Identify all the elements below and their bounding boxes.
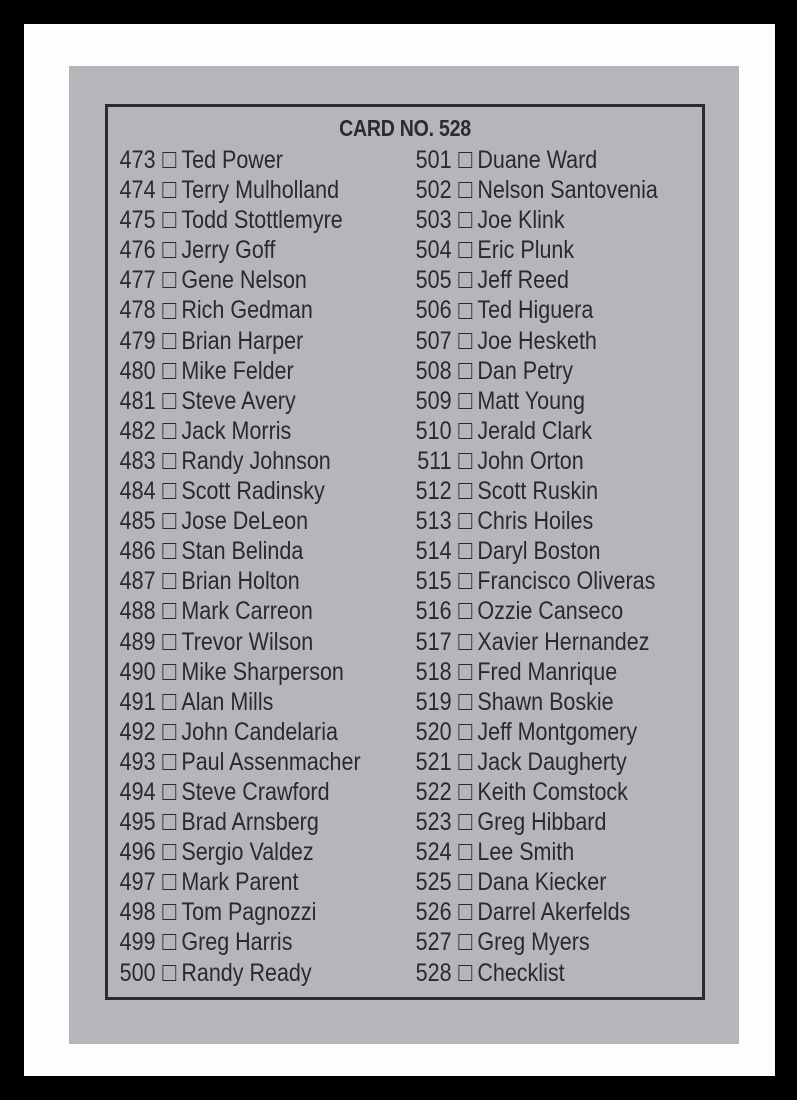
checkbox-icon <box>162 965 176 981</box>
card-number: 507 <box>415 326 452 355</box>
player-name: Randy Johnson <box>181 446 331 475</box>
checklist-entry <box>116 566 408 596</box>
checklist-entry <box>412 175 704 205</box>
checklist-entry <box>412 446 704 476</box>
checkbox-icon <box>458 814 472 830</box>
checkbox-icon <box>458 934 472 950</box>
checklist-entry <box>116 837 408 867</box>
checklist-entry <box>412 897 704 927</box>
checklist-entry <box>412 927 704 957</box>
checklist-entry <box>116 627 408 657</box>
checklist-panel <box>69 66 739 1044</box>
checkbox-icon <box>162 152 176 168</box>
card-number: 486 <box>119 537 156 566</box>
checklist-entry <box>412 596 704 626</box>
checklist-entry <box>116 777 408 807</box>
checklist-entry <box>412 627 704 657</box>
card-number: 500 <box>119 958 156 987</box>
checklist-entry <box>116 717 408 747</box>
checklist-entry <box>116 807 408 837</box>
card-number: 494 <box>119 777 156 806</box>
card-number: 479 <box>119 326 156 355</box>
checklist-entry <box>412 717 704 747</box>
player-name: Xavier Hernandez <box>477 627 650 656</box>
card-number: 497 <box>119 868 156 897</box>
checkbox-icon <box>458 363 472 379</box>
player-name: Ted Power <box>181 146 283 174</box>
player-name: Trevor Wilson <box>181 627 314 656</box>
player-name: Fred Manrique <box>477 657 618 686</box>
card-number: 503 <box>415 206 452 235</box>
checklist-frame <box>105 104 705 1000</box>
card-number: 505 <box>415 266 452 295</box>
player-name: John Candelaria <box>181 717 338 746</box>
player-name: Scott Radinsky <box>181 477 325 506</box>
checkbox-icon <box>162 363 176 379</box>
checklist-entry <box>412 777 704 807</box>
card-number: 514 <box>415 537 452 566</box>
card-number: 478 <box>119 296 156 325</box>
checklist-entry <box>412 807 704 837</box>
checkbox-icon <box>162 453 176 469</box>
checklist-column-left <box>116 145 411 988</box>
card-number: 483 <box>119 446 156 475</box>
checkbox-icon <box>162 423 176 439</box>
card-number: 490 <box>119 657 156 686</box>
card-number: 527 <box>415 928 452 957</box>
checklist-entry <box>412 867 704 897</box>
card-number: 513 <box>415 507 452 536</box>
checklist-entry <box>412 747 704 777</box>
checkbox-icon <box>458 152 472 168</box>
card-number: 504 <box>415 236 452 265</box>
checklist-entry <box>412 536 704 566</box>
checkbox-icon <box>458 634 472 650</box>
card-number: 522 <box>415 777 452 806</box>
checklist-entry <box>412 386 704 416</box>
checkbox-icon <box>162 904 176 920</box>
checkbox-icon <box>162 874 176 890</box>
card-number: 520 <box>415 717 452 746</box>
checklist-entry <box>116 897 408 927</box>
checklist-entry <box>116 687 408 717</box>
card-number: 506 <box>415 296 452 325</box>
player-name: Tom Pagnozzi <box>181 898 317 927</box>
card-number: 511 <box>417 446 452 475</box>
card-number: 495 <box>119 808 156 837</box>
checklist-entry <box>116 386 408 416</box>
checklist-entry <box>116 416 408 446</box>
card-number: 473 <box>119 146 156 174</box>
player-name: Checklist <box>477 958 565 987</box>
player-name: Ted Higuera <box>477 296 594 325</box>
checkbox-icon <box>162 182 176 198</box>
checkbox-icon <box>162 724 176 740</box>
card-number: 517 <box>415 627 452 656</box>
player-name: Mike Sharperson <box>181 657 344 686</box>
checklist-entry <box>412 145 704 175</box>
checklist-entry <box>412 356 704 386</box>
card-number: 488 <box>119 597 156 626</box>
checkbox-icon <box>162 483 176 499</box>
card-number: 523 <box>415 808 452 837</box>
player-name: Jose DeLeon <box>181 507 309 536</box>
checklist-entry <box>412 506 704 536</box>
player-name: Todd Stottlemyre <box>181 206 343 235</box>
player-name: Sergio Valdez <box>181 838 314 867</box>
card-number: 509 <box>415 386 452 415</box>
checklist-column-right <box>412 145 707 988</box>
player-name: Paul Assenmacher <box>181 747 361 776</box>
card-number: 480 <box>119 356 156 385</box>
checklist-entry <box>116 867 408 897</box>
player-name: Mark Parent <box>181 868 299 897</box>
card-number: 485 <box>119 507 156 536</box>
checklist-entry <box>116 145 408 175</box>
checklist-entry <box>116 205 408 235</box>
checkbox-icon <box>458 724 472 740</box>
player-name: Lee Smith <box>477 838 575 867</box>
checklist-entry <box>412 657 704 687</box>
checkbox-icon <box>162 573 176 589</box>
card-number: 528 <box>415 958 452 987</box>
checkbox-icon <box>458 904 472 920</box>
card-number: 491 <box>119 687 156 716</box>
checkbox-icon <box>162 242 176 258</box>
checklist-entry <box>116 506 408 536</box>
checkbox-icon <box>458 664 472 680</box>
checkbox-icon <box>458 212 472 228</box>
checklist-entry <box>412 837 704 867</box>
card-number: 482 <box>119 416 156 445</box>
card-number: 477 <box>119 266 156 295</box>
player-name: Mark Carreon <box>181 597 313 626</box>
checkbox-icon <box>458 513 472 529</box>
player-name: Nelson Santovenia <box>477 176 658 205</box>
checklist-entry <box>412 295 704 325</box>
checkbox-icon <box>162 603 176 619</box>
card-number: 481 <box>119 386 156 415</box>
player-name: Mike Felder <box>181 356 294 385</box>
checkbox-icon <box>458 784 472 800</box>
player-name: Joe Klink <box>477 206 565 235</box>
checklist-entry <box>116 747 408 777</box>
checklist-entry <box>116 958 408 988</box>
player-name: Randy Ready <box>181 958 312 987</box>
card-number: 487 <box>119 567 156 596</box>
checkbox-icon <box>162 513 176 529</box>
player-name: Ozzie Canseco <box>477 597 624 626</box>
player-name: Dan Petry <box>477 356 573 385</box>
checklist-entry <box>412 566 704 596</box>
player-name: Steve Crawford <box>181 777 330 806</box>
player-name: Rich Gedman <box>181 296 313 325</box>
checkbox-icon <box>458 393 472 409</box>
checkbox-icon <box>162 212 176 228</box>
checkbox-icon <box>162 754 176 770</box>
card-number: 499 <box>119 928 156 957</box>
player-name: Gene Nelson <box>181 266 307 295</box>
player-name: Scott Ruskin <box>477 477 599 506</box>
player-name: Greg Harris <box>181 928 293 957</box>
card-number: 516 <box>415 597 452 626</box>
card-number: 512 <box>415 477 452 506</box>
player-name: Jeff Montgomery <box>477 717 638 746</box>
player-name: Keith Comstock <box>477 777 628 806</box>
checkbox-icon <box>162 664 176 680</box>
card-number: 510 <box>415 416 452 445</box>
checkbox-icon <box>458 844 472 860</box>
card-number: 524 <box>415 838 452 867</box>
card-number: 474 <box>119 176 156 205</box>
card-number: 519 <box>415 687 452 716</box>
player-name: Brian Harper <box>181 326 304 355</box>
checklist-entry <box>116 356 408 386</box>
player-name: Greg Myers <box>477 928 590 957</box>
checkbox-icon <box>162 333 176 349</box>
card-number: 496 <box>119 838 156 867</box>
checkbox-icon <box>162 784 176 800</box>
checklist-entry <box>412 958 704 988</box>
checklist-entry <box>116 927 408 957</box>
checkbox-icon <box>162 543 176 559</box>
player-name: Jeff Reed <box>477 266 570 295</box>
checklist-entry <box>116 657 408 687</box>
checklist-entry <box>116 326 408 356</box>
checkbox-icon <box>458 242 472 258</box>
checkbox-icon <box>458 182 472 198</box>
player-name: Brian Holton <box>181 567 300 596</box>
card-number: 501 <box>415 146 452 174</box>
player-name: Jerald Clark <box>477 416 593 445</box>
checkbox-icon <box>458 603 472 619</box>
player-name: John Orton <box>477 446 584 475</box>
player-name: Matt Young <box>477 386 585 415</box>
checkbox-icon <box>458 543 472 559</box>
checkbox-icon <box>458 303 472 319</box>
checklist-entry <box>116 536 408 566</box>
checkbox-icon <box>162 844 176 860</box>
checkbox-icon <box>458 965 472 981</box>
player-name: Chris Hoiles <box>477 507 594 536</box>
player-name: Francisco Oliveras <box>477 567 656 596</box>
checkbox-icon <box>458 874 472 890</box>
player-name: Darrel Akerfelds <box>477 898 631 927</box>
card-number: 492 <box>119 717 156 746</box>
card-number: 515 <box>415 567 452 596</box>
checkbox-icon <box>458 453 472 469</box>
player-name: Alan Mills <box>181 687 274 716</box>
checklist-entry <box>412 235 704 265</box>
player-name: Stan Belinda <box>181 537 304 566</box>
player-name: Dana Kiecker <box>477 868 607 897</box>
checklist-entry <box>412 687 704 717</box>
card-number: 498 <box>119 898 156 927</box>
checkbox-icon <box>162 272 176 288</box>
player-name: Shawn Boskie <box>477 687 614 716</box>
checkbox-icon <box>458 423 472 439</box>
card-number: 493 <box>119 747 156 776</box>
checklist-entry <box>116 235 408 265</box>
card-number: 475 <box>119 206 156 235</box>
player-name: Greg Hibbard <box>477 808 607 837</box>
checkbox-icon <box>162 694 176 710</box>
checkbox-icon <box>162 634 176 650</box>
checklist-entry <box>116 265 408 295</box>
checkbox-icon <box>458 272 472 288</box>
card-number: 526 <box>415 898 452 927</box>
checkbox-icon <box>458 483 472 499</box>
card-number: 489 <box>119 627 156 656</box>
checklist-entry <box>412 265 704 295</box>
checklist-entry <box>412 476 704 506</box>
card-number: 502 <box>415 176 452 205</box>
player-name: Eric Plunk <box>477 236 575 265</box>
checklist-entry <box>116 175 408 205</box>
player-name: Jerry Goff <box>181 236 276 265</box>
checklist-entry <box>116 596 408 626</box>
card-number: 518 <box>415 657 452 686</box>
checklist-entry <box>412 205 704 235</box>
player-name: Steve Avery <box>181 386 296 415</box>
checklist-card <box>24 24 775 1076</box>
checklist-entry <box>412 416 704 446</box>
checkbox-icon <box>458 333 472 349</box>
checklist-entry <box>116 295 408 325</box>
checklist-entry <box>116 476 408 506</box>
card-number: 508 <box>415 356 452 385</box>
checklist-entry <box>412 326 704 356</box>
checkbox-icon <box>458 754 472 770</box>
card-number: 521 <box>415 747 452 776</box>
player-name: Joe Hesketh <box>477 326 597 355</box>
checkbox-icon <box>162 814 176 830</box>
card-number: 476 <box>119 236 156 265</box>
card-number: 484 <box>119 477 156 506</box>
card-number: 525 <box>415 868 452 897</box>
player-name: Daryl Boston <box>477 537 601 566</box>
player-name: Jack Morris <box>181 416 292 445</box>
checkbox-icon <box>458 694 472 710</box>
checkbox-icon <box>458 573 472 589</box>
player-name: Terry Mulholland <box>181 176 340 205</box>
player-name: Duane Ward <box>477 146 598 174</box>
checklist-entry <box>116 446 408 476</box>
checkbox-icon <box>162 303 176 319</box>
player-name: Brad Arnsberg <box>181 808 319 837</box>
card-title: CARD NO. 528 <box>339 115 471 141</box>
player-name: Jack Daugherty <box>477 747 627 776</box>
checkbox-icon <box>162 393 176 409</box>
checkbox-icon <box>162 934 176 950</box>
